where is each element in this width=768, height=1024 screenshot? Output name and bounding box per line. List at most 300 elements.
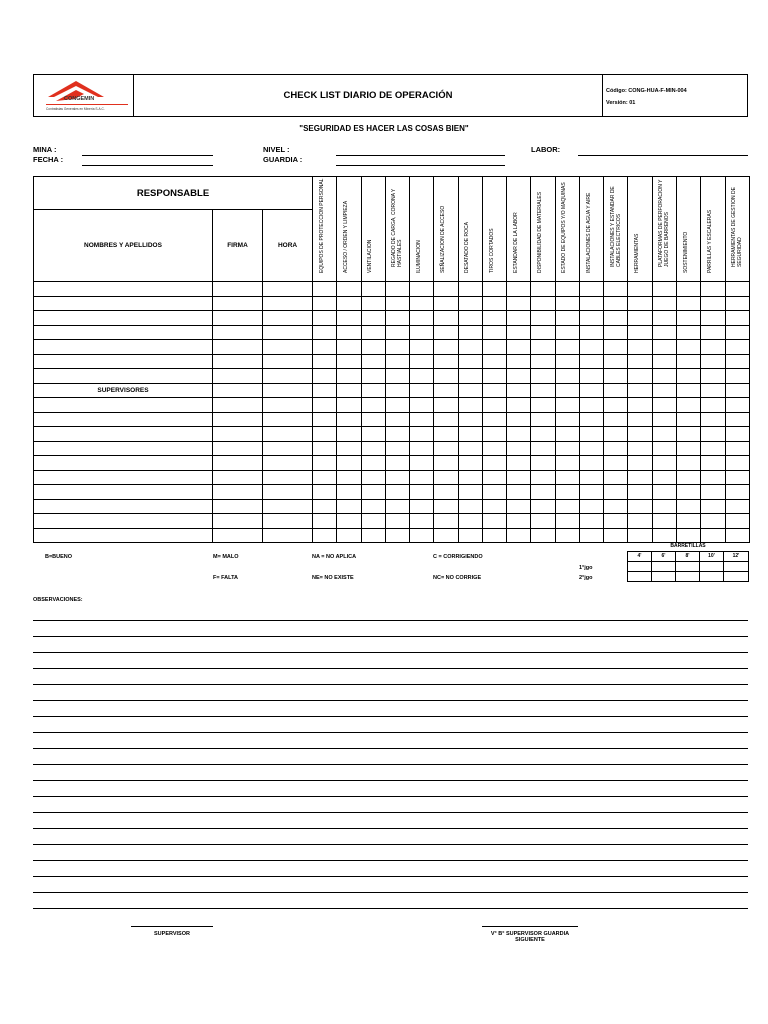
check-cell[interactable]: [337, 470, 361, 485]
check-cell[interactable]: [555, 470, 579, 485]
check-cell[interactable]: [555, 499, 579, 514]
observation-line[interactable]: [33, 764, 748, 765]
check-cell[interactable]: [434, 354, 458, 369]
check-cell[interactable]: [410, 528, 434, 543]
hora-cell[interactable]: [263, 398, 313, 413]
check-cell[interactable]: [458, 369, 482, 384]
observation-line[interactable]: [33, 844, 748, 845]
check-cell[interactable]: [555, 441, 579, 456]
observation-line[interactable]: [33, 828, 748, 829]
check-cell[interactable]: [604, 354, 628, 369]
check-cell[interactable]: [701, 514, 725, 529]
check-cell[interactable]: [482, 412, 506, 427]
hora-cell[interactable]: [263, 340, 313, 355]
check-cell[interactable]: [677, 282, 701, 297]
check-cell[interactable]: [604, 325, 628, 340]
name-cell[interactable]: [34, 485, 213, 500]
firma-cell[interactable]: [213, 398, 263, 413]
check-cell[interactable]: [677, 311, 701, 326]
check-cell[interactable]: [604, 311, 628, 326]
check-cell[interactable]: [385, 282, 409, 297]
check-cell[interactable]: [434, 296, 458, 311]
check-cell[interactable]: [677, 485, 701, 500]
check-cell[interactable]: [482, 528, 506, 543]
check-cell[interactable]: [434, 311, 458, 326]
check-cell[interactable]: [337, 369, 361, 384]
check-cell[interactable]: [482, 340, 506, 355]
check-cell[interactable]: [361, 296, 385, 311]
check-cell[interactable]: [701, 383, 725, 398]
check-cell[interactable]: [458, 354, 482, 369]
check-cell[interactable]: [337, 412, 361, 427]
name-cell[interactable]: [34, 325, 213, 340]
hora-cell[interactable]: [263, 325, 313, 340]
check-cell[interactable]: [410, 354, 434, 369]
check-cell[interactable]: [482, 296, 506, 311]
check-cell[interactable]: [313, 282, 337, 297]
check-cell[interactable]: [555, 528, 579, 543]
check-cell[interactable]: [458, 485, 482, 500]
check-cell[interactable]: [410, 398, 434, 413]
check-cell[interactable]: [507, 499, 531, 514]
check-cell[interactable]: [725, 369, 749, 384]
check-cell[interactable]: [725, 282, 749, 297]
check-cell[interactable]: [579, 398, 603, 413]
check-cell[interactable]: [555, 427, 579, 442]
check-cell[interactable]: [628, 427, 652, 442]
firma-cell[interactable]: [213, 499, 263, 514]
vb-signature-line[interactable]: [482, 926, 578, 927]
check-cell[interactable]: [361, 427, 385, 442]
check-cell[interactable]: [482, 514, 506, 529]
check-cell[interactable]: [531, 282, 555, 297]
observation-line[interactable]: [33, 812, 748, 813]
check-cell[interactable]: [677, 456, 701, 471]
check-cell[interactable]: [531, 528, 555, 543]
barretilla-cell[interactable]: [676, 561, 700, 571]
observation-line[interactable]: [33, 668, 748, 669]
check-cell[interactable]: [652, 412, 676, 427]
barretilla-cell[interactable]: [700, 571, 724, 581]
check-cell[interactable]: [482, 499, 506, 514]
check-cell[interactable]: [458, 282, 482, 297]
check-cell[interactable]: [652, 470, 676, 485]
check-cell[interactable]: [458, 325, 482, 340]
check-cell[interactable]: [458, 441, 482, 456]
check-cell[interactable]: [531, 441, 555, 456]
check-cell[interactable]: [434, 369, 458, 384]
check-cell[interactable]: [652, 325, 676, 340]
hora-cell[interactable]: [263, 470, 313, 485]
check-cell[interactable]: [701, 470, 725, 485]
firma-cell[interactable]: [213, 383, 263, 398]
check-cell[interactable]: [458, 340, 482, 355]
check-cell[interactable]: [507, 369, 531, 384]
check-cell[interactable]: [628, 398, 652, 413]
barretilla-cell[interactable]: [676, 571, 700, 581]
check-cell[interactable]: [507, 296, 531, 311]
check-cell[interactable]: [482, 325, 506, 340]
check-cell[interactable]: [434, 383, 458, 398]
check-cell[interactable]: [385, 514, 409, 529]
check-cell[interactable]: [313, 485, 337, 500]
check-cell[interactable]: [555, 296, 579, 311]
check-cell[interactable]: [531, 398, 555, 413]
check-cell[interactable]: [482, 354, 506, 369]
check-cell[interactable]: [579, 427, 603, 442]
check-cell[interactable]: [531, 311, 555, 326]
check-cell[interactable]: [652, 398, 676, 413]
check-cell[interactable]: [337, 354, 361, 369]
check-cell[interactable]: [604, 369, 628, 384]
check-cell[interactable]: [628, 485, 652, 500]
check-cell[interactable]: [434, 427, 458, 442]
check-cell[interactable]: [313, 340, 337, 355]
check-cell[interactable]: [555, 325, 579, 340]
barretilla-cell[interactable]: [628, 571, 652, 581]
name-cell[interactable]: [34, 499, 213, 514]
check-cell[interactable]: [628, 514, 652, 529]
check-cell[interactable]: [652, 354, 676, 369]
firma-cell[interactable]: [213, 354, 263, 369]
check-cell[interactable]: [313, 427, 337, 442]
check-cell[interactable]: [604, 282, 628, 297]
check-cell[interactable]: [482, 311, 506, 326]
check-cell[interactable]: [701, 499, 725, 514]
check-cell[interactable]: [507, 514, 531, 529]
check-cell[interactable]: [604, 485, 628, 500]
check-cell[interactable]: [507, 325, 531, 340]
hora-cell[interactable]: [263, 354, 313, 369]
check-cell[interactable]: [337, 282, 361, 297]
check-cell[interactable]: [555, 485, 579, 500]
check-cell[interactable]: [385, 441, 409, 456]
check-cell[interactable]: [677, 441, 701, 456]
check-cell[interactable]: [507, 470, 531, 485]
check-cell[interactable]: [410, 514, 434, 529]
check-cell[interactable]: [555, 383, 579, 398]
check-cell[interactable]: [628, 470, 652, 485]
check-cell[interactable]: [337, 427, 361, 442]
check-cell[interactable]: [604, 427, 628, 442]
check-cell[interactable]: [337, 325, 361, 340]
check-cell[interactable]: [628, 499, 652, 514]
check-cell[interactable]: [579, 528, 603, 543]
observation-line[interactable]: [33, 716, 748, 717]
check-cell[interactable]: [337, 528, 361, 543]
check-cell[interactable]: [361, 456, 385, 471]
check-cell[interactable]: [579, 354, 603, 369]
check-cell[interactable]: [628, 354, 652, 369]
check-cell[interactable]: [410, 325, 434, 340]
observation-line[interactable]: [33, 620, 748, 621]
check-cell[interactable]: [701, 369, 725, 384]
firma-cell[interactable]: [213, 514, 263, 529]
check-cell[interactable]: [361, 282, 385, 297]
name-cell[interactable]: [34, 470, 213, 485]
check-cell[interactable]: [555, 354, 579, 369]
hora-cell[interactable]: [263, 485, 313, 500]
check-cell[interactable]: [628, 311, 652, 326]
check-cell[interactable]: [434, 485, 458, 500]
check-cell[interactable]: [507, 441, 531, 456]
check-cell[interactable]: [628, 369, 652, 384]
check-cell[interactable]: [410, 282, 434, 297]
check-cell[interactable]: [313, 514, 337, 529]
check-cell[interactable]: [677, 470, 701, 485]
check-cell[interactable]: [652, 456, 676, 471]
check-cell[interactable]: [604, 340, 628, 355]
check-cell[interactable]: [628, 456, 652, 471]
check-cell[interactable]: [531, 427, 555, 442]
check-cell[interactable]: [725, 514, 749, 529]
firma-cell[interactable]: [213, 528, 263, 543]
check-cell[interactable]: [555, 340, 579, 355]
check-cell[interactable]: [604, 383, 628, 398]
check-cell[interactable]: [725, 398, 749, 413]
check-cell[interactable]: [677, 499, 701, 514]
firma-cell[interactable]: [213, 441, 263, 456]
check-cell[interactable]: [677, 412, 701, 427]
check-cell[interactable]: [701, 456, 725, 471]
check-cell[interactable]: [652, 369, 676, 384]
check-cell[interactable]: [434, 456, 458, 471]
observation-line[interactable]: [33, 876, 748, 877]
check-cell[interactable]: [361, 311, 385, 326]
check-cell[interactable]: [531, 325, 555, 340]
check-cell[interactable]: [579, 282, 603, 297]
check-cell[interactable]: [385, 470, 409, 485]
check-cell[interactable]: [385, 354, 409, 369]
hora-cell[interactable]: [263, 282, 313, 297]
check-cell[interactable]: [410, 470, 434, 485]
check-cell[interactable]: [579, 325, 603, 340]
check-cell[interactable]: [579, 311, 603, 326]
name-cell[interactable]: [34, 412, 213, 427]
firma-cell[interactable]: [213, 412, 263, 427]
check-cell[interactable]: [725, 296, 749, 311]
check-cell[interactable]: [555, 311, 579, 326]
check-cell[interactable]: [410, 427, 434, 442]
check-cell[interactable]: [531, 499, 555, 514]
name-cell[interactable]: [34, 282, 213, 297]
check-cell[interactable]: [628, 340, 652, 355]
check-cell[interactable]: [458, 311, 482, 326]
check-cell[interactable]: [701, 311, 725, 326]
check-cell[interactable]: [652, 296, 676, 311]
firma-cell[interactable]: [213, 369, 263, 384]
check-cell[interactable]: [604, 398, 628, 413]
hora-cell[interactable]: [263, 441, 313, 456]
observation-line[interactable]: [33, 748, 748, 749]
check-cell[interactable]: [628, 383, 652, 398]
name-cell[interactable]: [34, 340, 213, 355]
check-cell[interactable]: [361, 398, 385, 413]
name-cell[interactable]: [34, 456, 213, 471]
check-cell[interactable]: [652, 427, 676, 442]
firma-cell[interactable]: [213, 296, 263, 311]
check-cell[interactable]: [725, 499, 749, 514]
check-cell[interactable]: [313, 456, 337, 471]
check-cell[interactable]: [385, 499, 409, 514]
check-cell[interactable]: [652, 514, 676, 529]
check-cell[interactable]: [677, 514, 701, 529]
check-cell[interactable]: [482, 441, 506, 456]
check-cell[interactable]: [458, 528, 482, 543]
check-cell[interactable]: [507, 398, 531, 413]
observation-line[interactable]: [33, 636, 748, 637]
hora-cell[interactable]: [263, 296, 313, 311]
check-cell[interactable]: [458, 470, 482, 485]
check-cell[interactable]: [725, 325, 749, 340]
check-cell[interactable]: [652, 282, 676, 297]
check-cell[interactable]: [313, 369, 337, 384]
check-cell[interactable]: [531, 470, 555, 485]
firma-cell[interactable]: [213, 456, 263, 471]
check-cell[interactable]: [410, 296, 434, 311]
check-cell[interactable]: [410, 340, 434, 355]
hora-cell[interactable]: [263, 412, 313, 427]
check-cell[interactable]: [385, 427, 409, 442]
check-cell[interactable]: [507, 427, 531, 442]
check-cell[interactable]: [385, 369, 409, 384]
check-cell[interactable]: [361, 325, 385, 340]
check-cell[interactable]: [482, 470, 506, 485]
check-cell[interactable]: [701, 412, 725, 427]
hora-cell[interactable]: [263, 311, 313, 326]
check-cell[interactable]: [701, 485, 725, 500]
check-cell[interactable]: [458, 456, 482, 471]
observation-line[interactable]: [33, 860, 748, 861]
check-cell[interactable]: [434, 514, 458, 529]
check-cell[interactable]: [337, 296, 361, 311]
check-cell[interactable]: [725, 354, 749, 369]
check-cell[interactable]: [385, 456, 409, 471]
check-cell[interactable]: [507, 311, 531, 326]
check-cell[interactable]: [337, 398, 361, 413]
observation-line[interactable]: [33, 732, 748, 733]
check-cell[interactable]: [628, 441, 652, 456]
name-cell[interactable]: [34, 528, 213, 543]
barretilla-cell[interactable]: [724, 561, 749, 571]
check-cell[interactable]: [725, 311, 749, 326]
check-cell[interactable]: [604, 412, 628, 427]
fecha-field[interactable]: [82, 165, 213, 166]
check-cell[interactable]: [313, 325, 337, 340]
check-cell[interactable]: [531, 485, 555, 500]
check-cell[interactable]: [579, 412, 603, 427]
check-cell[interactable]: [725, 383, 749, 398]
check-cell[interactable]: [337, 441, 361, 456]
check-cell[interactable]: [482, 456, 506, 471]
check-cell[interactable]: [555, 514, 579, 529]
check-cell[interactable]: [531, 340, 555, 355]
check-cell[interactable]: [361, 354, 385, 369]
supervisor-signature-line[interactable]: [131, 926, 213, 927]
check-cell[interactable]: [458, 427, 482, 442]
firma-cell[interactable]: [213, 325, 263, 340]
observation-line[interactable]: [33, 796, 748, 797]
check-cell[interactable]: [458, 412, 482, 427]
check-cell[interactable]: [385, 383, 409, 398]
name-cell[interactable]: [34, 311, 213, 326]
check-cell[interactable]: [604, 456, 628, 471]
check-cell[interactable]: [604, 441, 628, 456]
check-cell[interactable]: [458, 383, 482, 398]
check-cell[interactable]: [725, 470, 749, 485]
check-cell[interactable]: [579, 441, 603, 456]
check-cell[interactable]: [579, 456, 603, 471]
check-cell[interactable]: [410, 441, 434, 456]
check-cell[interactable]: [701, 398, 725, 413]
check-cell[interactable]: [313, 296, 337, 311]
check-cell[interactable]: [677, 296, 701, 311]
check-cell[interactable]: [361, 514, 385, 529]
check-cell[interactable]: [434, 398, 458, 413]
check-cell[interactable]: [725, 441, 749, 456]
check-cell[interactable]: [555, 282, 579, 297]
check-cell[interactable]: [385, 296, 409, 311]
firma-cell[interactable]: [213, 485, 263, 500]
check-cell[interactable]: [313, 383, 337, 398]
check-cell[interactable]: [531, 296, 555, 311]
check-cell[interactable]: [579, 296, 603, 311]
check-cell[interactable]: [677, 398, 701, 413]
check-cell[interactable]: [361, 340, 385, 355]
check-cell[interactable]: [677, 383, 701, 398]
check-cell[interactable]: [434, 412, 458, 427]
check-cell[interactable]: [458, 398, 482, 413]
check-cell[interactable]: [579, 470, 603, 485]
check-cell[interactable]: [313, 398, 337, 413]
check-cell[interactable]: [361, 528, 385, 543]
check-cell[interactable]: [385, 311, 409, 326]
check-cell[interactable]: [458, 499, 482, 514]
check-cell[interactable]: [579, 369, 603, 384]
check-cell[interactable]: [579, 340, 603, 355]
check-cell[interactable]: [652, 311, 676, 326]
check-cell[interactable]: [361, 412, 385, 427]
check-cell[interactable]: [507, 485, 531, 500]
check-cell[interactable]: [482, 427, 506, 442]
check-cell[interactable]: [701, 441, 725, 456]
name-cell[interactable]: [34, 427, 213, 442]
check-cell[interactable]: [652, 499, 676, 514]
check-cell[interactable]: [677, 340, 701, 355]
check-cell[interactable]: [458, 296, 482, 311]
check-cell[interactable]: [652, 340, 676, 355]
check-cell[interactable]: [482, 369, 506, 384]
check-cell[interactable]: [604, 499, 628, 514]
check-cell[interactable]: [410, 412, 434, 427]
check-cell[interactable]: [410, 383, 434, 398]
nivel-field[interactable]: [336, 155, 505, 156]
check-cell[interactable]: [337, 456, 361, 471]
check-cell[interactable]: [628, 412, 652, 427]
check-cell[interactable]: [313, 412, 337, 427]
check-cell[interactable]: [652, 485, 676, 500]
check-cell[interactable]: [434, 325, 458, 340]
labor-field[interactable]: [578, 155, 748, 156]
firma-cell[interactable]: [213, 282, 263, 297]
check-cell[interactable]: [628, 325, 652, 340]
check-cell[interactable]: [604, 528, 628, 543]
check-cell[interactable]: [604, 470, 628, 485]
check-cell[interactable]: [482, 282, 506, 297]
check-cell[interactable]: [385, 528, 409, 543]
check-cell[interactable]: [337, 514, 361, 529]
check-cell[interactable]: [628, 296, 652, 311]
